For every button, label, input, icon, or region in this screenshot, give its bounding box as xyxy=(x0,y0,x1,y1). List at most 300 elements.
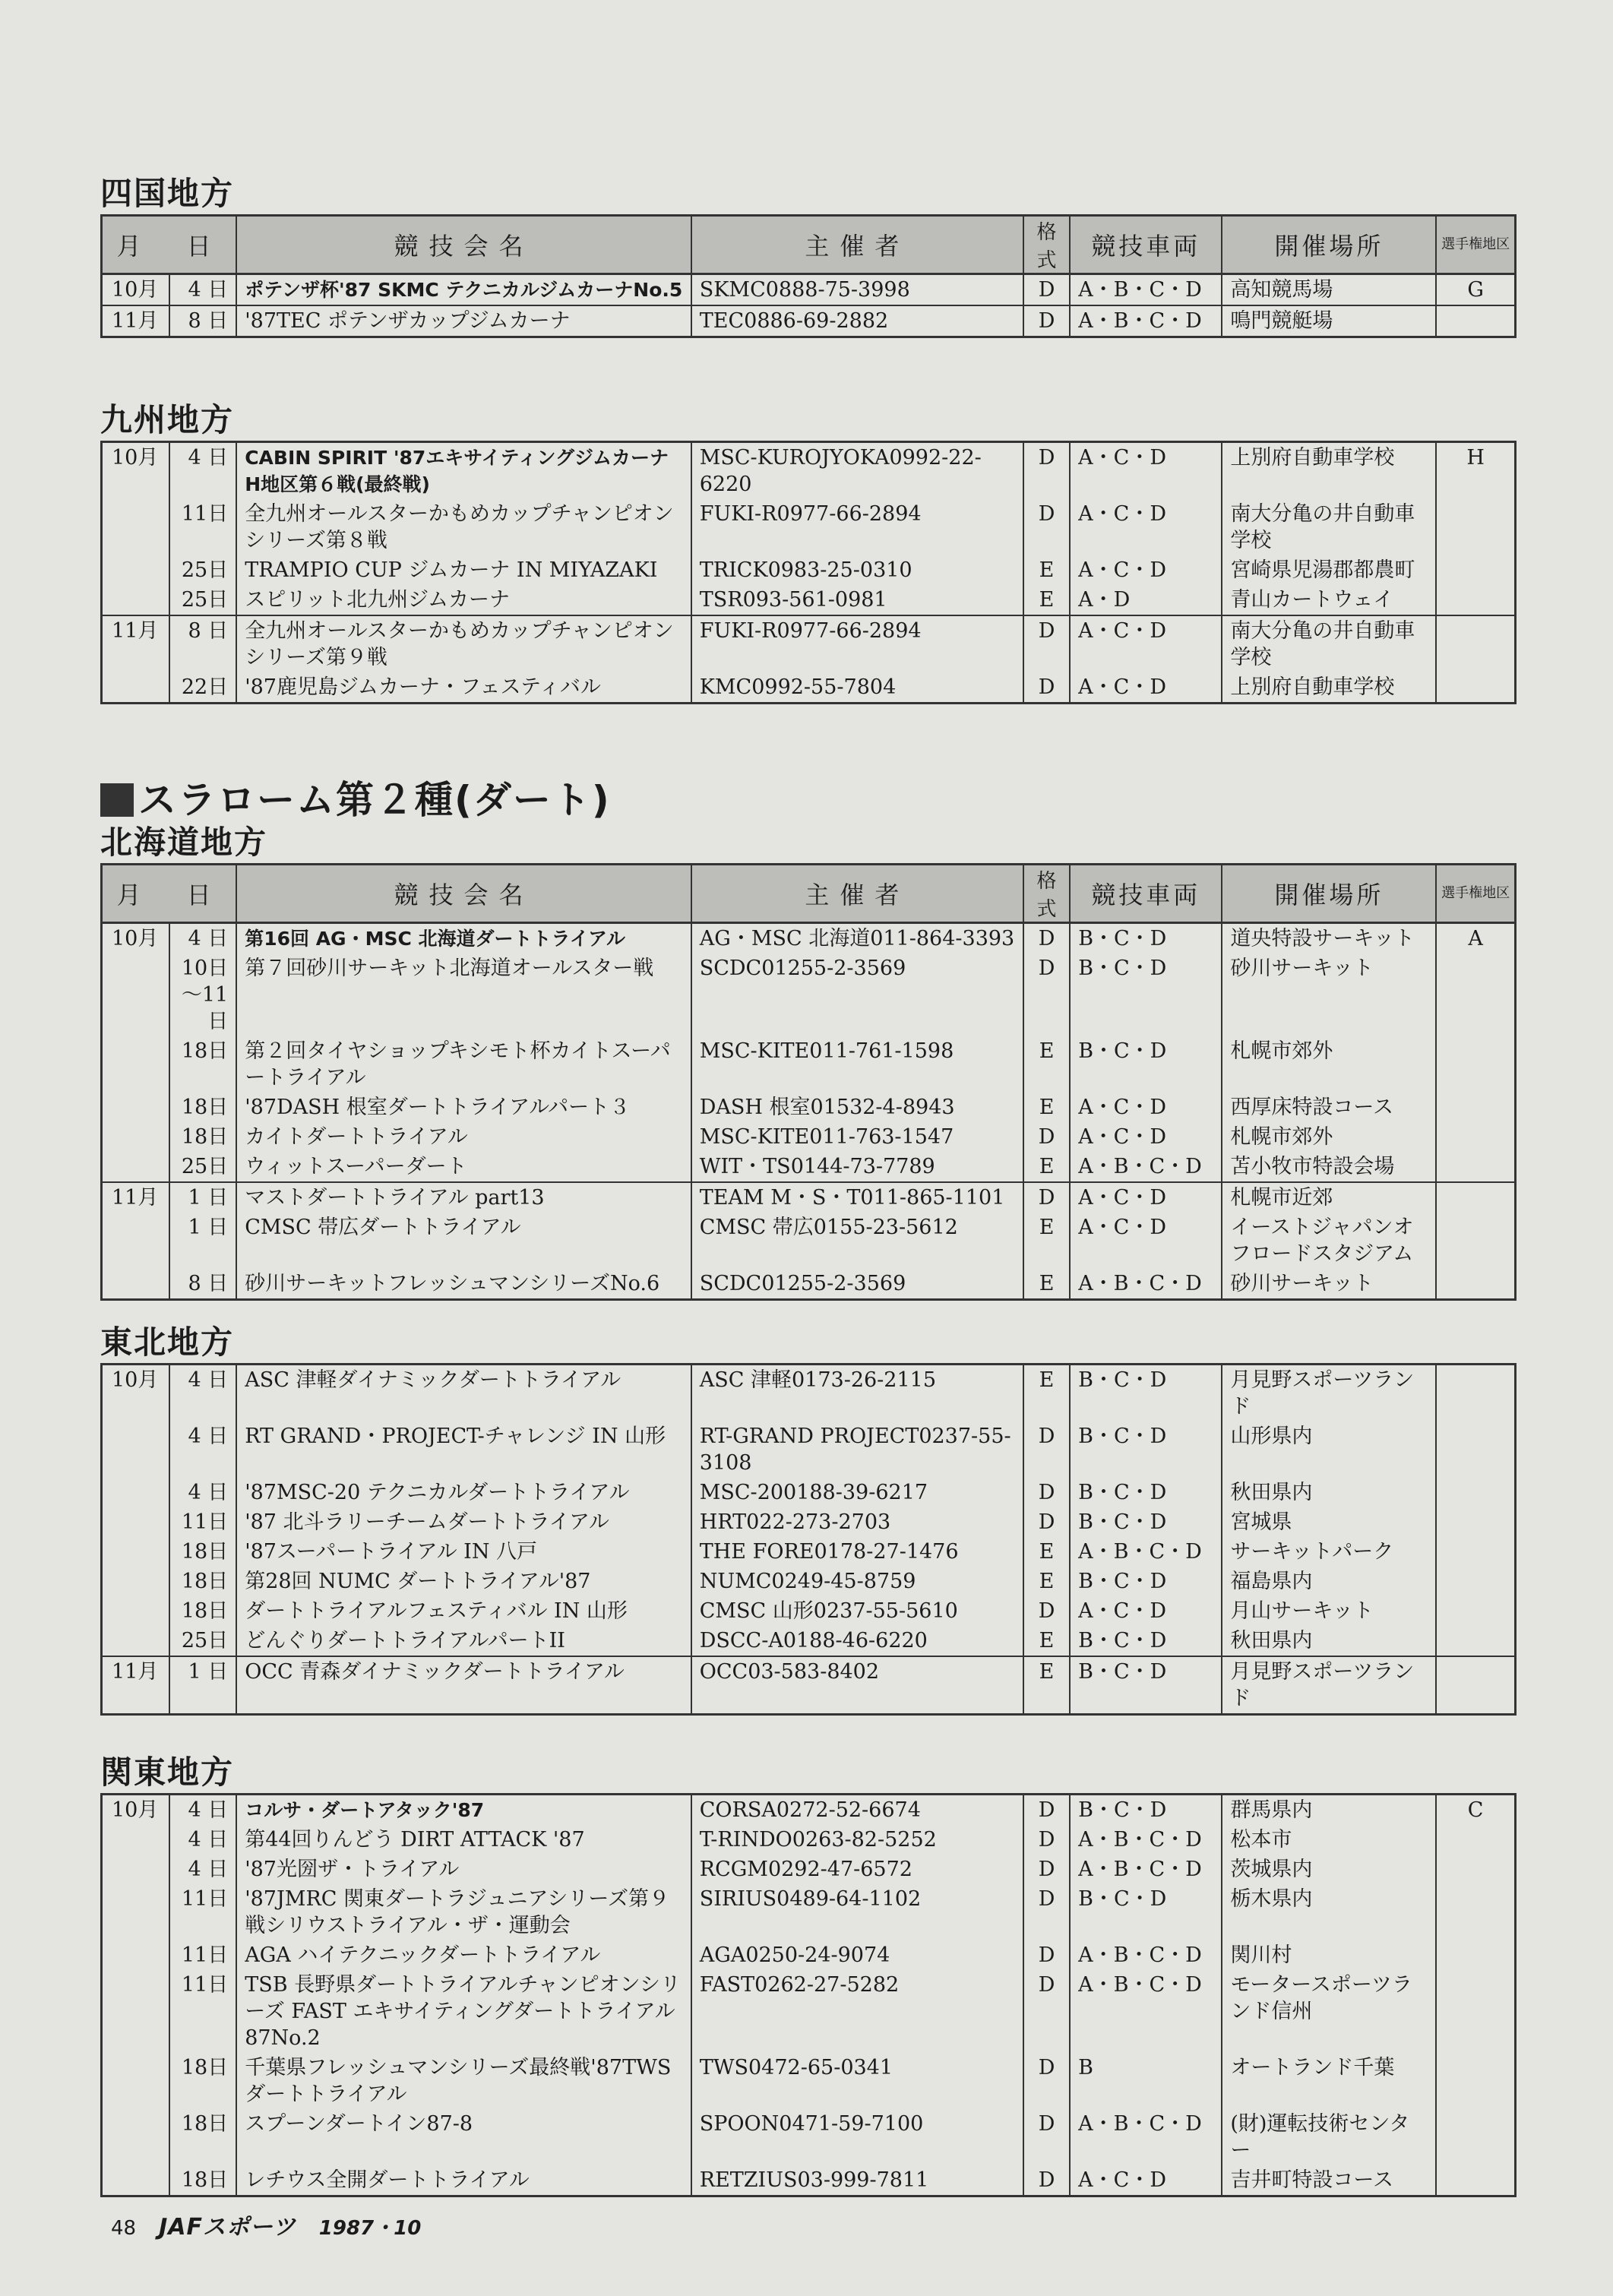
venue-cell: イーストジャパンオフロードスタジアム xyxy=(1222,1213,1436,1269)
table-row xyxy=(102,2109,1516,2165)
month-cell xyxy=(102,1940,170,1970)
organizer-phone: 01255-2-3569 xyxy=(761,1272,906,1295)
month-cell xyxy=(102,1596,170,1626)
cars-cell: B・C・D xyxy=(1070,1365,1222,1422)
table-row xyxy=(102,1422,1516,1478)
cars-cell: B・C・D xyxy=(1070,1884,1222,1940)
organizer-name: MSC-KITE xyxy=(699,1039,810,1063)
organizer-name: OCC xyxy=(699,1660,748,1684)
format-cell: E xyxy=(1023,1567,1070,1596)
section-kyushu xyxy=(100,400,1517,704)
region-title: 関東地方 xyxy=(100,1754,235,1791)
month-cell: 10月 xyxy=(102,923,170,954)
organizer-name: SCDC xyxy=(699,957,762,980)
format-cell: D xyxy=(1023,1507,1070,1537)
organizer-cell xyxy=(691,954,1023,1036)
schedule-table xyxy=(100,1363,1517,1716)
organizer-cell xyxy=(691,1122,1023,1152)
organizer-cell xyxy=(691,1795,1023,1826)
day-cell: 18日 xyxy=(169,2109,236,2165)
organizer-cell xyxy=(691,1537,1023,1567)
organizer-phone: 0250-24-9074 xyxy=(745,1943,890,1967)
cars-cell: A・C・D xyxy=(1070,499,1222,555)
organizer-name: SIRIUS xyxy=(699,1887,777,1911)
venue-cell: 南大分亀の井自動車学校 xyxy=(1222,615,1436,672)
organizer-phone: 0173-26-2115 xyxy=(791,1368,937,1392)
col-header-cars: 競技車両 xyxy=(1070,216,1222,274)
format-cell: D xyxy=(1023,2053,1070,2109)
organizer-phone: 0977-66-2894 xyxy=(776,619,922,643)
table-row xyxy=(102,305,1516,337)
venue-cell: 上別府自動車学校 xyxy=(1222,672,1436,704)
table-row xyxy=(102,585,1516,615)
cars-cell: A・B・C・D xyxy=(1070,274,1222,306)
venue-cell: 南大分亀の井自動車学校 xyxy=(1222,499,1436,555)
organizer-name: MSC-KITE xyxy=(699,1125,810,1149)
organizer-phone: 0237-55-5610 xyxy=(813,1599,958,1623)
district-cell xyxy=(1436,1365,1515,1422)
month-cell: 10月 xyxy=(102,442,170,500)
month-cell xyxy=(102,1855,170,1884)
schedule-table xyxy=(100,863,1517,1301)
cars-cell: A・C・D xyxy=(1070,615,1222,672)
table-row xyxy=(102,1855,1516,1884)
day-cell: 25日 xyxy=(169,585,236,615)
organizer-cell xyxy=(691,2109,1023,2165)
venue-cell: 鳴門競艇場 xyxy=(1222,305,1436,337)
event-name: CABIN SPIRIT '87エキサイティングジムカーナH地区第６戦(最終戦) xyxy=(236,442,691,500)
format-cell: D xyxy=(1023,1596,1070,1626)
section-kanto xyxy=(100,1752,1517,2197)
table-row xyxy=(102,442,1516,500)
day-cell: 8 日 xyxy=(169,615,236,672)
event-name: コルサ・ダートアタック'87 xyxy=(236,1795,691,1826)
table-row xyxy=(102,1656,1516,1715)
event-name: 第16回 AG・MSC 北海道ダートトライアル xyxy=(236,923,691,954)
organizer-name: MSC-KUROJYOKA xyxy=(699,446,890,470)
cars-cell: A・B・C・D xyxy=(1070,305,1222,337)
organizer-phone: 0983-25-0310 xyxy=(767,558,912,582)
day-cell: 4 日 xyxy=(169,1795,236,1826)
cars-cell: A・C・D xyxy=(1070,1213,1222,1269)
organizer-phone: 093-561-0981 xyxy=(742,588,887,612)
organizer-cell xyxy=(691,2165,1023,2196)
venue-cell: 青山カートウェイ xyxy=(1222,585,1436,615)
organizer-cell xyxy=(691,1152,1023,1182)
district-cell xyxy=(1436,1036,1515,1093)
day-cell: 22日 xyxy=(169,672,236,704)
col-header-event: 競技会名 xyxy=(236,865,691,923)
event-name: '87スーパートライアル IN 八戸 xyxy=(236,1537,691,1567)
month-cell xyxy=(102,1825,170,1855)
organizer-name: TSR xyxy=(699,588,743,612)
schedule-table xyxy=(100,441,1517,704)
venue-cell: オートランド千葉 xyxy=(1222,2053,1436,2109)
day-cell: 4 日 xyxy=(169,1478,236,1507)
month-cell xyxy=(102,1567,170,1596)
month-cell xyxy=(102,1537,170,1567)
month-cell xyxy=(102,1122,170,1152)
organizer-cell xyxy=(691,1626,1023,1656)
format-cell: D xyxy=(1023,672,1070,704)
day-cell: 4 日 xyxy=(169,442,236,500)
organizer-phone: 0886-69-2882 xyxy=(744,309,889,333)
col-header-event: 競技会名 xyxy=(236,216,691,274)
district-cell xyxy=(1436,1422,1515,1478)
district-cell xyxy=(1436,2165,1515,2196)
issue-date: 1987・10 xyxy=(318,2217,422,2240)
organizer-cell xyxy=(691,672,1023,704)
day-cell: 18日 xyxy=(169,1036,236,1093)
day-cell: 8 日 xyxy=(169,305,236,337)
format-cell: D xyxy=(1023,2165,1070,2196)
cars-cell: A・B・C・D xyxy=(1070,2109,1222,2165)
section-shikoku xyxy=(100,173,1517,338)
event-name: '87MSC-20 テクニカルダートトライアル xyxy=(236,1478,691,1507)
format-cell: D xyxy=(1023,615,1070,672)
organizer-phone: 0249-45-8759 xyxy=(771,1570,916,1593)
organizer-name: HRT xyxy=(699,1510,747,1534)
table-row xyxy=(102,1507,1516,1537)
month-cell xyxy=(102,1626,170,1656)
cars-cell: A・C・D xyxy=(1070,1182,1222,1213)
organizer-name: CMSC 帯広 xyxy=(699,1216,814,1239)
table-row xyxy=(102,1478,1516,1507)
cars-cell: B・C・D xyxy=(1070,1507,1222,1537)
organizer-name: WIT・TS xyxy=(699,1155,791,1178)
organizer-name: TEAM M・S・T xyxy=(699,1186,861,1210)
organizer-name: THE FORE xyxy=(699,1540,814,1564)
organizer-name: ASC 津軽 xyxy=(699,1368,792,1392)
venue-cell: 松本市 xyxy=(1222,1825,1436,1855)
organizer-phone: 0263-82-5252 xyxy=(792,1828,937,1852)
event-name: ダートトライアルフェスティバル IN 山形 xyxy=(236,1596,691,1626)
format-cell: D xyxy=(1023,1122,1070,1152)
month-cell xyxy=(102,499,170,555)
organizer-name: SPOON xyxy=(699,2112,780,2136)
event-name: ポテンザ杯'87 SKMC テクニカルジムカーナNo.5 xyxy=(236,274,691,306)
cars-cell: B xyxy=(1070,2053,1222,2109)
cars-cell: A・C・D xyxy=(1070,1122,1222,1152)
format-cell: E xyxy=(1023,1213,1070,1269)
organizer-name: AG・MSC 北海道 xyxy=(699,927,871,950)
cars-cell: A・C・D xyxy=(1070,2165,1222,2196)
district-cell: A xyxy=(1436,923,1515,954)
month-cell xyxy=(102,1507,170,1537)
month-cell xyxy=(102,1152,170,1182)
organizer-cell xyxy=(691,1036,1023,1093)
main-title xyxy=(100,778,1517,822)
table-row xyxy=(102,1093,1516,1122)
district-cell xyxy=(1436,1970,1515,2053)
day-cell: 1 日 xyxy=(169,1656,236,1715)
month-cell xyxy=(102,1093,170,1122)
organizer-cell xyxy=(691,1507,1023,1537)
schedule-table xyxy=(100,1793,1517,2197)
organizer-phone: 0471-59-7100 xyxy=(779,2112,924,2136)
cars-cell: A・D xyxy=(1070,585,1222,615)
district-cell: C xyxy=(1436,1795,1515,1826)
event-name: 第44回りんどう DIRT ATTACK '87 xyxy=(236,1825,691,1855)
format-cell: E xyxy=(1023,1093,1070,1122)
month-cell: 11月 xyxy=(102,305,170,337)
event-name: ウィットスーパーダート xyxy=(236,1152,691,1182)
cars-cell: A・B・C・D xyxy=(1070,1825,1222,1855)
cars-cell: A・B・C・D xyxy=(1070,1855,1222,1884)
format-cell: D xyxy=(1023,2109,1070,2165)
format-cell: D xyxy=(1023,1422,1070,1478)
day-cell: 11日 xyxy=(169,1884,236,1940)
table-row xyxy=(102,1365,1516,1422)
format-cell: D xyxy=(1023,442,1070,500)
organizer-cell xyxy=(691,499,1023,555)
event-name: 第28回 NUMC ダートトライアル'87 xyxy=(236,1567,691,1596)
organizer-name: SCDC xyxy=(699,1272,762,1295)
format-cell: D xyxy=(1023,1940,1070,1970)
venue-cell: 札幌市近郊 xyxy=(1222,1182,1436,1213)
organizer-phone: 0237-55-3108 xyxy=(699,1425,1011,1475)
district-cell xyxy=(1436,1152,1515,1182)
organizer-name: TRICK xyxy=(699,558,768,582)
venue-cell: 関川村 xyxy=(1222,1940,1436,1970)
organizer-cell xyxy=(691,1213,1023,1269)
month-cell xyxy=(102,672,170,704)
table-row xyxy=(102,1884,1516,1940)
cars-cell: A・C・D xyxy=(1070,1596,1222,1626)
district-cell xyxy=(1436,2053,1515,2109)
day-cell: 18日 xyxy=(169,1596,236,1626)
organizer-name: AGA xyxy=(699,1943,746,1967)
organizer-cell xyxy=(691,442,1023,500)
col-header-organizer: 主催者 xyxy=(691,216,1023,274)
organizer-cell xyxy=(691,1596,1023,1626)
table-row xyxy=(102,1213,1516,1269)
day-cell: 25日 xyxy=(169,555,236,585)
organizer-name: DASH 根室 xyxy=(699,1096,811,1119)
month-cell: 11月 xyxy=(102,615,170,672)
format-cell: D xyxy=(1023,1855,1070,1884)
organizer-phone: 0144-73-7789 xyxy=(790,1155,935,1178)
event-name: 第２回タイヤショップキシモト杯カイトスーパートライアル xyxy=(236,1036,691,1093)
organizer-cell xyxy=(691,1970,1023,2053)
format-cell: E xyxy=(1023,1365,1070,1422)
month-cell xyxy=(102,555,170,585)
organizer-name: TEC xyxy=(699,309,745,333)
organizer-phone: 0992-22-6220 xyxy=(699,446,982,496)
district-cell xyxy=(1436,1213,1515,1269)
district-cell xyxy=(1436,615,1515,672)
venue-cell: 福島県内 xyxy=(1222,1567,1436,1596)
district-cell xyxy=(1436,1478,1515,1507)
table-row xyxy=(102,1596,1516,1626)
organizer-name: T-RINDO xyxy=(699,1828,792,1852)
organizer-name: FAST xyxy=(699,1973,755,1997)
organizer-phone: 011-763-1547 xyxy=(809,1125,954,1149)
organizer-phone: 0178-27-1476 xyxy=(814,1540,959,1564)
day-cell: 18日 xyxy=(169,1537,236,1567)
day-cell: 4 日 xyxy=(169,1855,236,1884)
header-row xyxy=(102,865,1516,923)
event-name: CMSC 帯広ダートトライアル xyxy=(236,1213,691,1269)
organizer-cell xyxy=(691,2053,1023,2109)
table-row xyxy=(102,672,1516,704)
cars-cell: B・C・D xyxy=(1070,1656,1222,1715)
header-row xyxy=(102,216,1516,274)
event-name: ASC 津軽ダイナミックダートトライアル xyxy=(236,1365,691,1422)
district-cell xyxy=(1436,585,1515,615)
day-cell: 4 日 xyxy=(169,1422,236,1478)
day-cell: 8 日 xyxy=(169,1269,236,1300)
table-row xyxy=(102,555,1516,585)
table-row xyxy=(102,499,1516,555)
cars-cell: B・C・D xyxy=(1070,1795,1222,1826)
event-name: 第７回砂川サーキット北海道オールスター戦 xyxy=(236,954,691,1036)
col-header-format: 格式 xyxy=(1023,865,1070,923)
day-cell: 25日 xyxy=(169,1626,236,1656)
organizer-cell xyxy=(691,274,1023,306)
month-cell xyxy=(102,1422,170,1478)
main-title-text: スラローム第２種(ダート) xyxy=(138,778,611,822)
day-cell: 18日 xyxy=(169,2165,236,2196)
event-name: 千葉県フレッシュマンシリーズ最終戦'87TWS ダートトライアル xyxy=(236,2053,691,2109)
organizer-name: MSC-20 xyxy=(699,1481,784,1504)
organizer-name: DSCC-A xyxy=(699,1629,783,1652)
day-cell: 11日 xyxy=(169,1507,236,1537)
month-cell: 11月 xyxy=(102,1182,170,1213)
col-header-date: 月 日 xyxy=(102,216,237,274)
event-name: スプーンダートイン87-8 xyxy=(236,2109,691,2165)
region-title: 九州地方 xyxy=(100,401,235,438)
cars-cell: B・C・D xyxy=(1070,1478,1222,1507)
venue-cell: 秋田県内 xyxy=(1222,1626,1436,1656)
cars-cell: A・B・C・D xyxy=(1070,1940,1222,1970)
organizer-phone: 0977-66-2894 xyxy=(776,502,922,526)
event-name: 砂川サーキットフレッシュマンシリーズNo.6 xyxy=(236,1269,691,1300)
venue-cell: 秋田県内 xyxy=(1222,1478,1436,1507)
organizer-name: CORSA xyxy=(699,1798,776,1822)
event-name: どんぐりダートトライアルパートII xyxy=(236,1626,691,1656)
district-cell xyxy=(1436,1269,1515,1300)
district-cell xyxy=(1436,1825,1515,1855)
format-cell: E xyxy=(1023,1537,1070,1567)
col-header-date: 月 日 xyxy=(102,865,237,923)
organizer-cell xyxy=(691,1825,1023,1855)
table-row xyxy=(102,1537,1516,1567)
event-name: RT GRAND・PROJECT-チャレンジ IN 山形 xyxy=(236,1422,691,1478)
cars-cell: A・B・C・D xyxy=(1070,1152,1222,1182)
organizer-name: RCGM xyxy=(699,1858,768,1881)
month-cell xyxy=(102,954,170,1036)
day-cell: 1 日 xyxy=(169,1213,236,1269)
format-cell: D xyxy=(1023,1970,1070,2053)
organizer-cell xyxy=(691,1478,1023,1507)
cars-cell: A・C・D xyxy=(1070,1093,1222,1122)
day-cell: 11日 xyxy=(169,1940,236,1970)
month-cell xyxy=(102,1269,170,1300)
cars-cell: B・C・D xyxy=(1070,954,1222,1036)
organizer-phone: 0272-52-6674 xyxy=(776,1798,921,1822)
day-cell: 11日 xyxy=(169,499,236,555)
organizer-phone: 0992-55-7804 xyxy=(751,675,897,699)
venue-cell: 宮城県 xyxy=(1222,1507,1436,1537)
schedule-table xyxy=(100,214,1517,338)
day-cell: 18日 xyxy=(169,2053,236,2109)
day-cell: 18日 xyxy=(169,1567,236,1596)
venue-cell: 月山サーキット xyxy=(1222,1596,1436,1626)
organizer-name: SKMC xyxy=(699,278,766,302)
event-name: レチウス全開ダートトライアル xyxy=(236,2165,691,2196)
organizer-phone: 0888-75-3998 xyxy=(765,278,910,302)
venue-cell: 札幌市郊外 xyxy=(1222,1122,1436,1152)
event-name: 全九州オールスターかもめカップチャンピオンシリーズ第９戦 xyxy=(236,615,691,672)
format-cell: D xyxy=(1023,499,1070,555)
event-name: AGA ハイテクニックダートトライアル xyxy=(236,1940,691,1970)
organizer-phone: 0188-46-6220 xyxy=(783,1629,928,1652)
format-cell: E xyxy=(1023,1626,1070,1656)
table-row xyxy=(102,2165,1516,2196)
table-row xyxy=(102,1940,1516,1970)
organizer-cell xyxy=(691,1365,1023,1422)
cars-cell: B・C・D xyxy=(1070,1036,1222,1093)
district-cell xyxy=(1436,954,1515,1036)
organizer-cell xyxy=(691,1567,1023,1596)
table-row xyxy=(102,954,1516,1036)
organizer-phone: 03-583-8402 xyxy=(748,1660,880,1684)
month-cell xyxy=(102,1884,170,1940)
table-row xyxy=(102,1795,1516,1826)
month-cell xyxy=(102,2165,170,2196)
table-row xyxy=(102,1825,1516,1855)
venue-cell: 砂川サーキット xyxy=(1222,1269,1436,1300)
district-cell: G xyxy=(1436,274,1515,306)
venue-cell: モータースポーツランド信州 xyxy=(1222,1970,1436,2053)
organizer-name: KMC xyxy=(699,675,752,699)
format-cell: D xyxy=(1023,1825,1070,1855)
month-cell: 10月 xyxy=(102,1795,170,1826)
organizer-cell xyxy=(691,305,1023,337)
magazine-logo: JAFスポーツ xyxy=(159,2214,296,2241)
cars-cell: B・C・D xyxy=(1070,1567,1222,1596)
format-cell: D xyxy=(1023,1884,1070,1940)
table-row xyxy=(102,1626,1516,1656)
region-title: 北海道地方 xyxy=(100,824,268,861)
cars-cell: B・C・D xyxy=(1070,1626,1222,1656)
venue-cell: 山形県内 xyxy=(1222,1422,1436,1478)
cars-cell: A・B・C・D xyxy=(1070,1970,1222,2053)
section-hokkaido xyxy=(100,778,1517,1301)
organizer-cell xyxy=(691,585,1023,615)
event-name: カイトダートトライアル xyxy=(236,1122,691,1152)
month-cell xyxy=(102,1036,170,1093)
format-cell: E xyxy=(1023,585,1070,615)
organizer-phone: 0155-23-5612 xyxy=(813,1216,958,1239)
col-header-district: 選手権地区 xyxy=(1436,865,1515,923)
day-cell: 4 日 xyxy=(169,1365,236,1422)
organizer-phone: 0489-64-1102 xyxy=(776,1887,922,1911)
district-cell xyxy=(1436,555,1515,585)
venue-cell: 宮崎県児湯郡都農町 xyxy=(1222,555,1436,585)
col-header-cars: 競技車両 xyxy=(1070,865,1222,923)
cars-cell: A・B・C・D xyxy=(1070,1537,1222,1567)
venue-cell: 砂川サーキット xyxy=(1222,954,1436,1036)
venue-cell: 苫小牧市特設会場 xyxy=(1222,1152,1436,1182)
venue-cell: 道央特設サーキット xyxy=(1222,923,1436,954)
table-row xyxy=(102,1970,1516,2053)
cars-cell: A・C・D xyxy=(1070,442,1222,500)
venue-cell: 月見野スポーツランド xyxy=(1222,1365,1436,1422)
page-footer xyxy=(111,2208,421,2241)
cars-cell: A・C・D xyxy=(1070,555,1222,585)
